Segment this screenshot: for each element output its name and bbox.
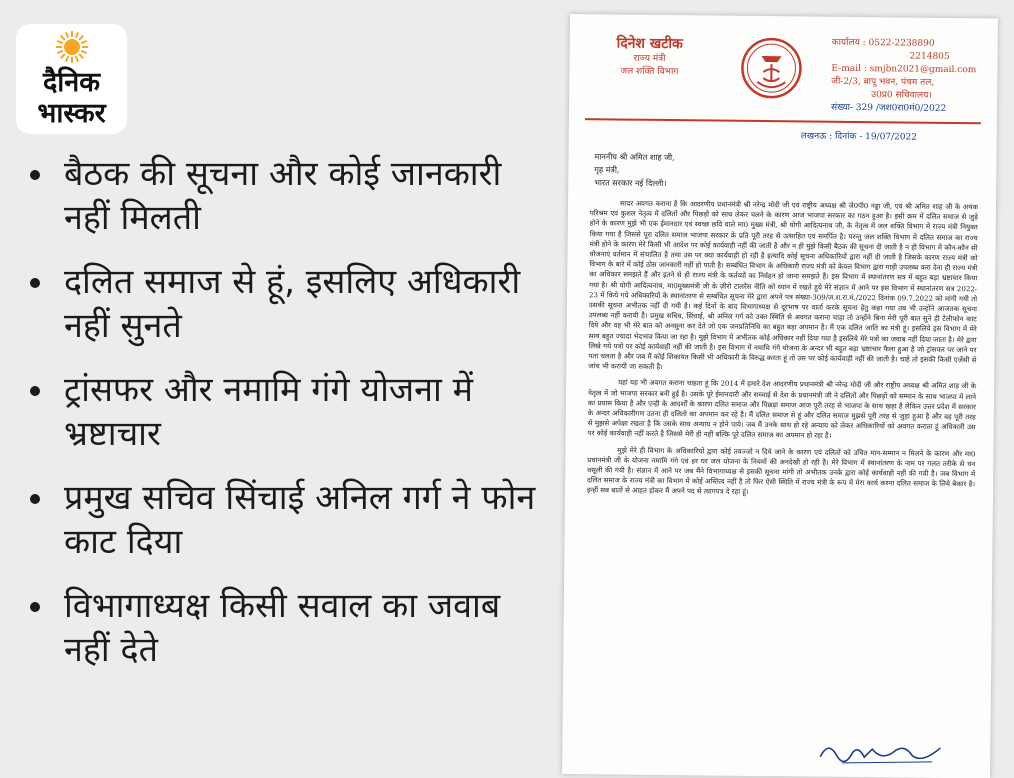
sun-ray — [79, 54, 83, 58]
letterhead-contact — [831, 37, 992, 117]
sun-ray — [61, 54, 65, 58]
sun-ray — [81, 51, 87, 53]
letterhead-divider — [585, 118, 981, 124]
key-point-text: ट्रांसफर और नमामि गंगे योजना में भ्रष्टाचार — [64, 370, 473, 454]
sun-ray — [61, 36, 65, 40]
key-point — [30, 260, 550, 348]
key-point — [30, 368, 550, 456]
letterhead-sender — [589, 34, 709, 79]
sun-icon — [55, 30, 89, 64]
office-phone: कार्यालय : 0522-2238890 — [831, 37, 935, 49]
sun-ray — [66, 56, 68, 62]
bullet-icon — [30, 278, 40, 288]
letter-body — [587, 198, 978, 506]
key-point-text: दलित समाज से हूं, इसलिए अधिकारी नहीं सुनते — [64, 262, 521, 346]
sender-department: जल शक्ति विभाग — [620, 66, 679, 78]
dainik-bhaskar-logo — [16, 24, 127, 134]
address-line1: जी-2/3, बापू भवन, पंचम तल, — [831, 76, 935, 88]
sun-ray — [57, 41, 63, 43]
office-phone-2: 2214805 — [909, 51, 950, 62]
sun-ray — [81, 41, 87, 43]
bullet-icon — [30, 602, 40, 612]
bullet-icon — [30, 494, 40, 504]
sender-title: राज्य मंत्री — [633, 53, 666, 65]
bullet-icon — [30, 386, 40, 396]
key-point — [30, 584, 550, 672]
sun-ray — [57, 51, 63, 53]
letter-paragraph: यहां यह भी अवगत कराना चाहता हूं कि 2014 में हमारे देश आदरणीय प्रधानमंत्री श्री नरेन्द्र मोदी जी और राष्ट्रीय अध्यक्ष श्री अमित शाह जी के नेतृत्व में जो भाजपा सरकार बनी हुई है। उसके पूरे ईमानदारी और सच्चाई से देश के प्रधानमंत्री जी ने दलितों और पिछड़ों को सम्मान के साथ भाजपा में लाने का प्रयास किया है और एन्ही के आदर्शों के कारण दलित समाज और पिछड़ा समाज आज पूरी तरह से भाजपा के साथ खड़ा है लेकिन उत्तर प्रदेश में सरकार के अन्दर अधिकारीगण उतना ही दलितो का अपमान कर रहे है। मैं दलित समाज से हूं और दलित समाज मुझसे पूरी तरह से जुड़ा हुआ है और वह पूरी तरह से मुझसे अपेक्षा रखता है कि उसके साथ अन्याय न होने पाये। जब मैं उनके साथ हो रहे अन्याय को लेकर अधिकारियों को अवगत कराता हूं अधिकारी उस पर कोई कार्यवाही नहीं करते है जिससे मेरी ही नहीं बल्कि पूरे दलित समाज का अपमान हो रहा है। — [587, 378, 977, 441]
sun-ray — [66, 32, 68, 38]
addressee-line: माननीय श्री अमित शाह जी, — [594, 152, 675, 163]
key-point — [30, 152, 550, 240]
handwritten-signature — [812, 735, 952, 772]
sun-ray — [76, 56, 78, 62]
sun-ray — [79, 36, 83, 40]
letter-paragraph: सादर अवगत कराना है कि आदरणीय प्रधानमंत्री श्री नरेन्द्र मोदी जी एवं राष्ट्रीय अध्यक्ष श्री जे0पी0 नड्डा जी, एवं श्री अमित शाह जी के अथक परिश्रम एवं कुशल नेतृत्व में दलितों और पिछड़ों को साथ लेकर चलने के कारण आज भाजपा सरकार का गठन हुआ है। इसी क्रम में दलित समाज से जुड़े होने के कारण मुझे भी एक ईमानदार एवं स्वच्छ छवि वाले मा0 मुख्य मंत्री, श्री योगी आदित्यनाथ जी, के नेतृत्व में जल शक्ति विभाग में राज्य मंत्री नियुक्त किया गया है जिससे पूरा दलित समाज भाजपा सरकार के प्रति पूरी तरह से उत्साहित एवं समर्पित है। परन्तु जल शक्ति विभाग में दलित समाज का राज्य मंत्री होने के कारण मेरे किसी भी आदेश पर कोई कार्यवाही नहीं की जाती है और न ही मुझे किसी बैठक की सूचना दी जाती है न ही विभाग में कौन-कौन सी योजनाएं वर्तमान में संचालित है तथा उस पर क्या कार्यवाही हो रही है इत्यादि कोई सूचना अधिकारियों द्वारा नहीं दी जाती है जिसके कारण राज्य मंत्री को विभाग के बारे में कोई ठोस जानकारी नहीं हो पाती है। सम्बंधित विभाग के अधिकारी राज्य मंत्री को केवल विभाग द्वारा गाड़ी उपलब्ध करा देना ही राज्य मंत्री का अधिकार समझते हैं और इतने से ही राज्य मंत्री के कर्तव्यों का निर्वहन हो जाना समझते हैं। इस विभाग में स्थानांतरण सत्र में बहुत बड़ा भ्रष्टाचार किया गया है। श्री योगी आदित्यनाथ, मा0मुख्यमंत्री जी के ज़ीरो टालरेंस नीति को ध्यान में रखते हुये मेरे संज्ञान में आने पर इस विभाग में स्थानांतरण सत्र 2022-23 में किये गये अधिकारियों के स्थानांतरण से सम्बंधित सूचना मेरे द्वारा अपने पत्र संख्या-309/ज.श.रा.मं./2022 दिनांक 09.7.2022 को मांगी गयी तो उसकी सूचना अभीतक नहीं दी गयी है। कई दिनों के बाद विभागाध्यक्ष से दूरभाष पर वार्ता करके सूचना हेतु कहा गया तब भी उन्होंने आजतक सूचना उपलब्ध नहीं करायी है। प्रमुख सचिव, सिंचाई, श्री अनिल गर्ग को उक्त स्थिति से अवगत कराना चाहा तो उन्होंने बिना मेरी पूरी बात सुने ही टेलीफोन काट दिये और वह भी मेरे बात को अनसुना कर देते जो एक जनप्रतिनिधि का बहुत बड़ा अपमान है। मैं एक दलित जाति का मंत्री हूं। इसलिये इस विभाग में मेरे साथ बहुत ज्यादा भेदभाव किया जा रहा है। मुझे विभाग में अभीतक कोई अधिकार नहीं दिया गया है इसलिये मेरे पत्रों का जवाब नहीं दिया जाता है। मेरे द्वारा लिखे गये पत्रों पर कोई कार्यवाही नहीं की जाती है। इस विभाग में नमामि गंगे योजना के अन्दर भी बहुत बड़ा भ्रष्टाचार फैला हुआ है जो ट्रांसफर पर जाने पर पता चलता है और जब मैं कोई शिकायत किसी भी अधिकारी के विरुद्ध करता हूं तो उस पर कोई कार्यवाही नहीं की जाती है। चाहे तो इसकी किसी एजेंसी से जांच भी करायी जा सकती है। — [588, 199, 979, 372]
key-point-text: विभागाध्यक्ष किसी सवाल का जवाब नहीं देते — [64, 586, 501, 670]
letter-paragraph: मुझे मेरे ही विभाग के अधिकारियों द्वारा कोई तवज्जो न दिये जाने के कारण एवं दलितों को उचित मान-सम्मान न मिलने के कारण और मा0 प्रधानमंत्री जी के योजना नमामि गंगे एवं हर घर जल योजना के नियमों की अनदेखी हो रही है। मेरे विभाग में स्थानांतरण के नाम पर गलत तरीके से धन वसूली की गयी है। संज्ञान में आने पर जब मैंने विभागाध्यक्ष से इसकी सूचना मांगी तो अभीतक उनके द्वारा कोई कार्यवाही नहीं की गयी है। जब विभाग में दलित समाज के राज्य मंत्री का विभाग में कोई अस्तित्व नहीं है तो फिर ऐसी स्थिति में राज्य मंत्री के रूप में मेरा कार्य करना दलित समाज के लिये बेकार है। इन्हीं सब बातों से आहत होकर मैं अपने पद से त्यागपत्र दे रहा हूं। — [586, 446, 976, 497]
addressee-line: गृह मंत्री, — [594, 165, 620, 175]
sender-name: दिनेश खटीक — [616, 35, 683, 53]
addressee-line: भारत सरकार नई दिल्ली। — [594, 178, 667, 189]
key-point-text: प्रमुख सचिव सिंचाई अनिल गर्ग ने फोन काट दिया — [64, 478, 536, 562]
sun-ray — [76, 32, 78, 38]
letter-date: लखनऊ : दिनांक - 19/07/2022 — [800, 131, 918, 143]
up-government-emblem-icon — [739, 36, 804, 101]
resignation-letter — [562, 14, 998, 778]
key-points-list — [30, 152, 550, 692]
address-line2: उ0प्र0 सचिवालय। — [871, 90, 932, 101]
email: E-mail : smjbn2021@gmail.com — [831, 63, 977, 76]
reference-number: संख्या- 329 /जश0रा0मं0/2022 — [830, 102, 947, 114]
key-point-text: बैठक की सूचना और कोई जानकारी नहीं मिलती — [64, 154, 502, 238]
bullet-icon — [30, 170, 40, 180]
logo-text-line1: दैनिक — [42, 67, 101, 98]
key-point — [30, 476, 550, 564]
logo-text-line2: भास्कर — [37, 98, 106, 129]
addressee-block — [594, 150, 675, 190]
